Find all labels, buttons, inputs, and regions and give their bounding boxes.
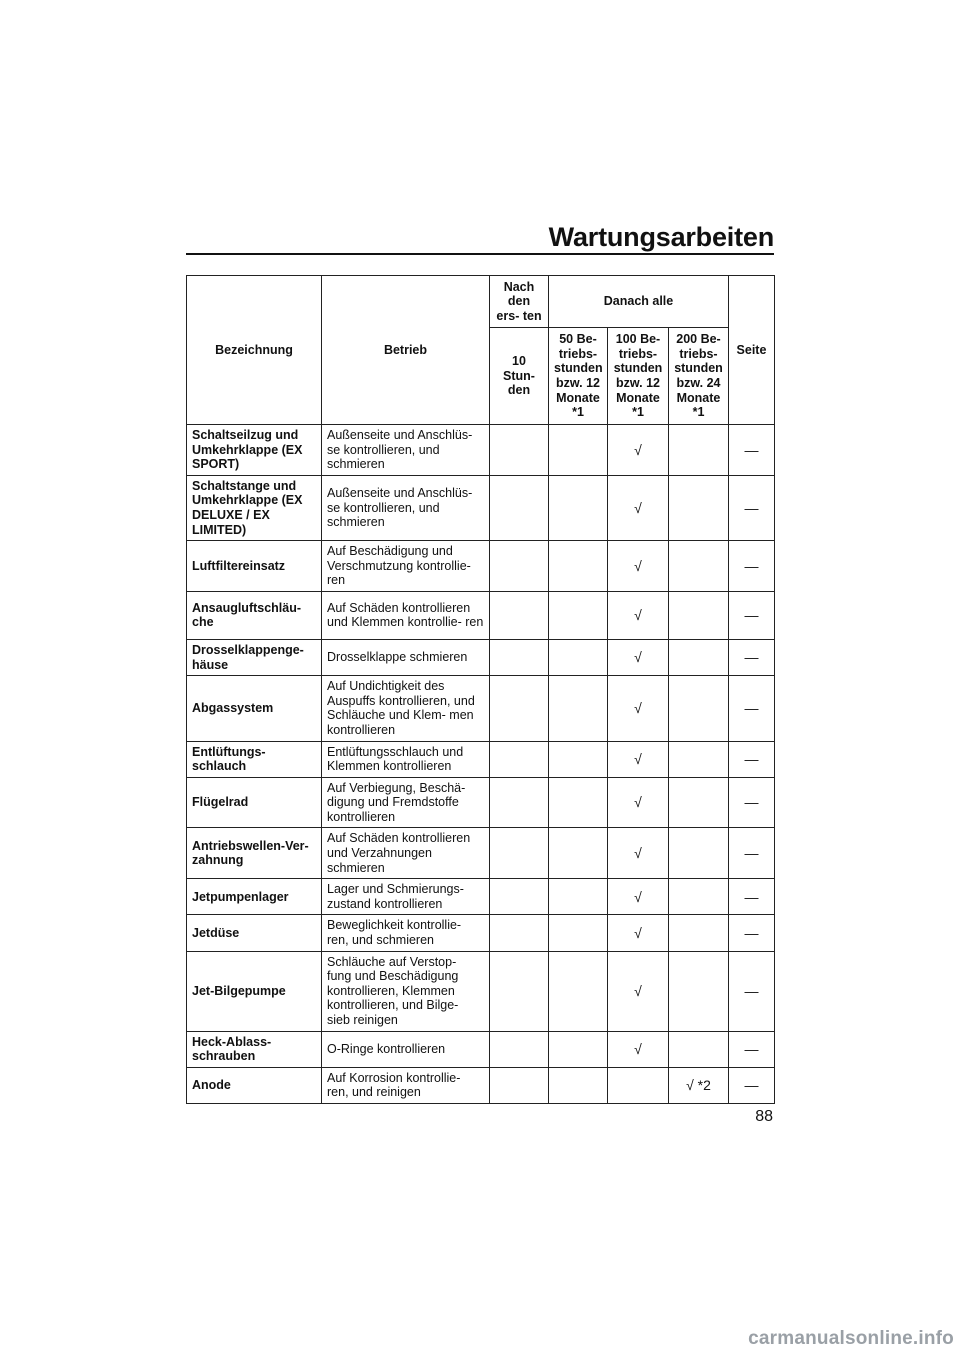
row-operation: Außenseite und Anschlüs- se kontrollieren, und schmieren [322, 475, 490, 540]
table-row [187, 475, 775, 540]
check-10h [490, 1031, 549, 1067]
row-seite: — [729, 639, 775, 675]
watermark: carmanualsonline.info [748, 1328, 954, 1349]
row-seite: — [729, 475, 775, 540]
check-100h: √ [608, 1031, 669, 1067]
row-seite: — [729, 676, 775, 741]
table-row [187, 541, 775, 592]
row-name: Schaltstange und Umkehrklappe (EX DELUXE / EX LIMITED) [187, 475, 322, 540]
row-name: Abgassystem [187, 676, 322, 741]
table-row [187, 741, 775, 777]
check-50h [549, 475, 608, 540]
check-50h [549, 425, 608, 476]
check-200h [669, 591, 729, 639]
header-danach-alle: Danach alle [549, 276, 729, 328]
row-operation: Drosselklappe schmieren [322, 639, 490, 675]
check-200h [669, 639, 729, 675]
check-10h [490, 915, 549, 951]
check-200h: √ *2 [669, 1067, 729, 1103]
row-name: Antriebswellen-Ver- zahnung [187, 828, 322, 879]
check-200h [669, 475, 729, 540]
check-10h [490, 591, 549, 639]
table-row [187, 915, 775, 951]
check-10h [490, 425, 549, 476]
header-betrieb: Betrieb [322, 276, 490, 425]
check-10h [490, 741, 549, 777]
page-title: Wartungsarbeiten [548, 222, 774, 252]
table-row [187, 591, 775, 639]
header-10-stunden: 10 Stun- den [490, 328, 549, 425]
check-200h [669, 1031, 729, 1067]
header-nach-den-ersten: Nach den ers- ten [490, 276, 549, 328]
row-seite: — [729, 541, 775, 592]
row-name: Heck-Ablass- schrauben [187, 1031, 322, 1067]
check-100h: √ [608, 915, 669, 951]
row-operation: Beweglichkeit kontrollie- ren, und schmieren [322, 915, 490, 951]
row-name: Luftfiltereinsatz [187, 541, 322, 592]
check-50h [549, 1031, 608, 1067]
page-number: 88 [755, 1108, 773, 1125]
row-seite: — [729, 879, 775, 915]
row-name: Jet-Bilgepumpe [187, 951, 322, 1031]
row-seite: — [729, 741, 775, 777]
row-name: Drosselklappenge- häuse [187, 639, 322, 675]
check-50h [549, 676, 608, 741]
row-operation: Auf Korrosion kontrollie- ren, und reinigen [322, 1067, 490, 1103]
title-rule [186, 253, 774, 255]
check-50h [549, 541, 608, 592]
row-operation: Auf Undichtigkeit des Auspuffs kontrollieren, und Schläuche und Klem- men kontrollieren [322, 676, 490, 741]
row-operation: Auf Schäden kontrollieren und Verzahnungen schmieren [322, 828, 490, 879]
row-name: Entlüftungs- schlauch [187, 741, 322, 777]
check-100h: √ [608, 591, 669, 639]
row-seite: — [729, 777, 775, 828]
row-operation: Entlüftungsschlauch und Klemmen kontrollieren [322, 741, 490, 777]
table-row [187, 777, 775, 828]
check-100h: √ [608, 741, 669, 777]
check-50h [549, 828, 608, 879]
row-operation: Außenseite und Anschlüs- se kontrollieren, und schmieren [322, 425, 490, 476]
check-200h [669, 425, 729, 476]
check-100h: √ [608, 828, 669, 879]
check-10h [490, 541, 549, 592]
check-10h [490, 828, 549, 879]
check-10h [490, 475, 549, 540]
row-seite: — [729, 1031, 775, 1067]
check-200h [669, 879, 729, 915]
check-50h [549, 741, 608, 777]
row-seite: — [729, 828, 775, 879]
check-50h [549, 951, 608, 1031]
header-50-betriebsstunden: 50 Be- triebs- stunden bzw. 12 Monate *1 [549, 328, 608, 425]
check-100h: √ [608, 541, 669, 592]
check-200h [669, 777, 729, 828]
header-100-betriebsstunden: 100 Be- triebs- stunden bzw. 12 Monate *1 [608, 328, 669, 425]
check-200h [669, 828, 729, 879]
table-row [187, 425, 775, 476]
check-10h [490, 777, 549, 828]
table-row [187, 639, 775, 675]
row-name: Jetdüse [187, 915, 322, 951]
check-100h: √ [608, 951, 669, 1031]
table-row [187, 951, 775, 1031]
check-50h [549, 591, 608, 639]
table-row [187, 676, 775, 741]
header-200-betriebsstunden: 200 Be- triebs- stunden bzw. 24 Monate *1 [669, 328, 729, 425]
check-10h [490, 676, 549, 741]
row-operation: Auf Beschädigung und Verschmutzung kontrollie- ren [322, 541, 490, 592]
row-operation: Lager und Schmierungs- zustand kontrollieren [322, 879, 490, 915]
check-200h [669, 741, 729, 777]
row-name: Anode [187, 1067, 322, 1103]
row-seite: — [729, 915, 775, 951]
row-operation: O-Ringe kontrollieren [322, 1031, 490, 1067]
header-seite: Seite [729, 276, 775, 425]
row-seite: — [729, 591, 775, 639]
check-100h: √ [608, 879, 669, 915]
check-100h: √ [608, 676, 669, 741]
check-10h [490, 1067, 549, 1103]
row-operation: Auf Verbiegung, Beschä- digung und Fremdstoffe kontrollieren [322, 777, 490, 828]
row-operation: Auf Schäden kontrollieren und Klemmen kontrollie- ren [322, 591, 490, 639]
table-row [187, 879, 775, 915]
row-seite: — [729, 951, 775, 1031]
check-200h [669, 676, 729, 741]
row-seite: — [729, 425, 775, 476]
check-100h: √ [608, 639, 669, 675]
check-50h [549, 879, 608, 915]
check-50h [549, 1067, 608, 1103]
check-10h [490, 951, 549, 1031]
table-row [187, 1031, 775, 1067]
table-row [187, 1067, 775, 1103]
check-100h: √ [608, 475, 669, 540]
header-bezeichnung: Bezeichnung [187, 276, 322, 425]
check-100h: √ [608, 425, 669, 476]
check-50h [549, 639, 608, 675]
row-name: Schaltseilzug und Umkehrklappe (EX SPORT) [187, 425, 322, 476]
table-row [187, 828, 775, 879]
row-name: Flügelrad [187, 777, 322, 828]
check-10h [490, 879, 549, 915]
check-100h: √ [608, 777, 669, 828]
check-200h [669, 541, 729, 592]
row-name: Ansaugluftschläu- che [187, 591, 322, 639]
maintenance-table [186, 275, 775, 1104]
check-50h [549, 777, 608, 828]
check-10h [490, 639, 549, 675]
check-50h [549, 915, 608, 951]
row-operation: Schläuche auf Verstop- fung und Beschädigung kontrollieren, Klemmen kontrollieren, und Bilge- sieb reinigen [322, 951, 490, 1031]
check-200h [669, 951, 729, 1031]
check-100h [608, 1067, 669, 1103]
table-header [187, 276, 775, 425]
row-name: Jetpumpenlager [187, 879, 322, 915]
row-seite: — [729, 1067, 775, 1103]
check-200h [669, 915, 729, 951]
